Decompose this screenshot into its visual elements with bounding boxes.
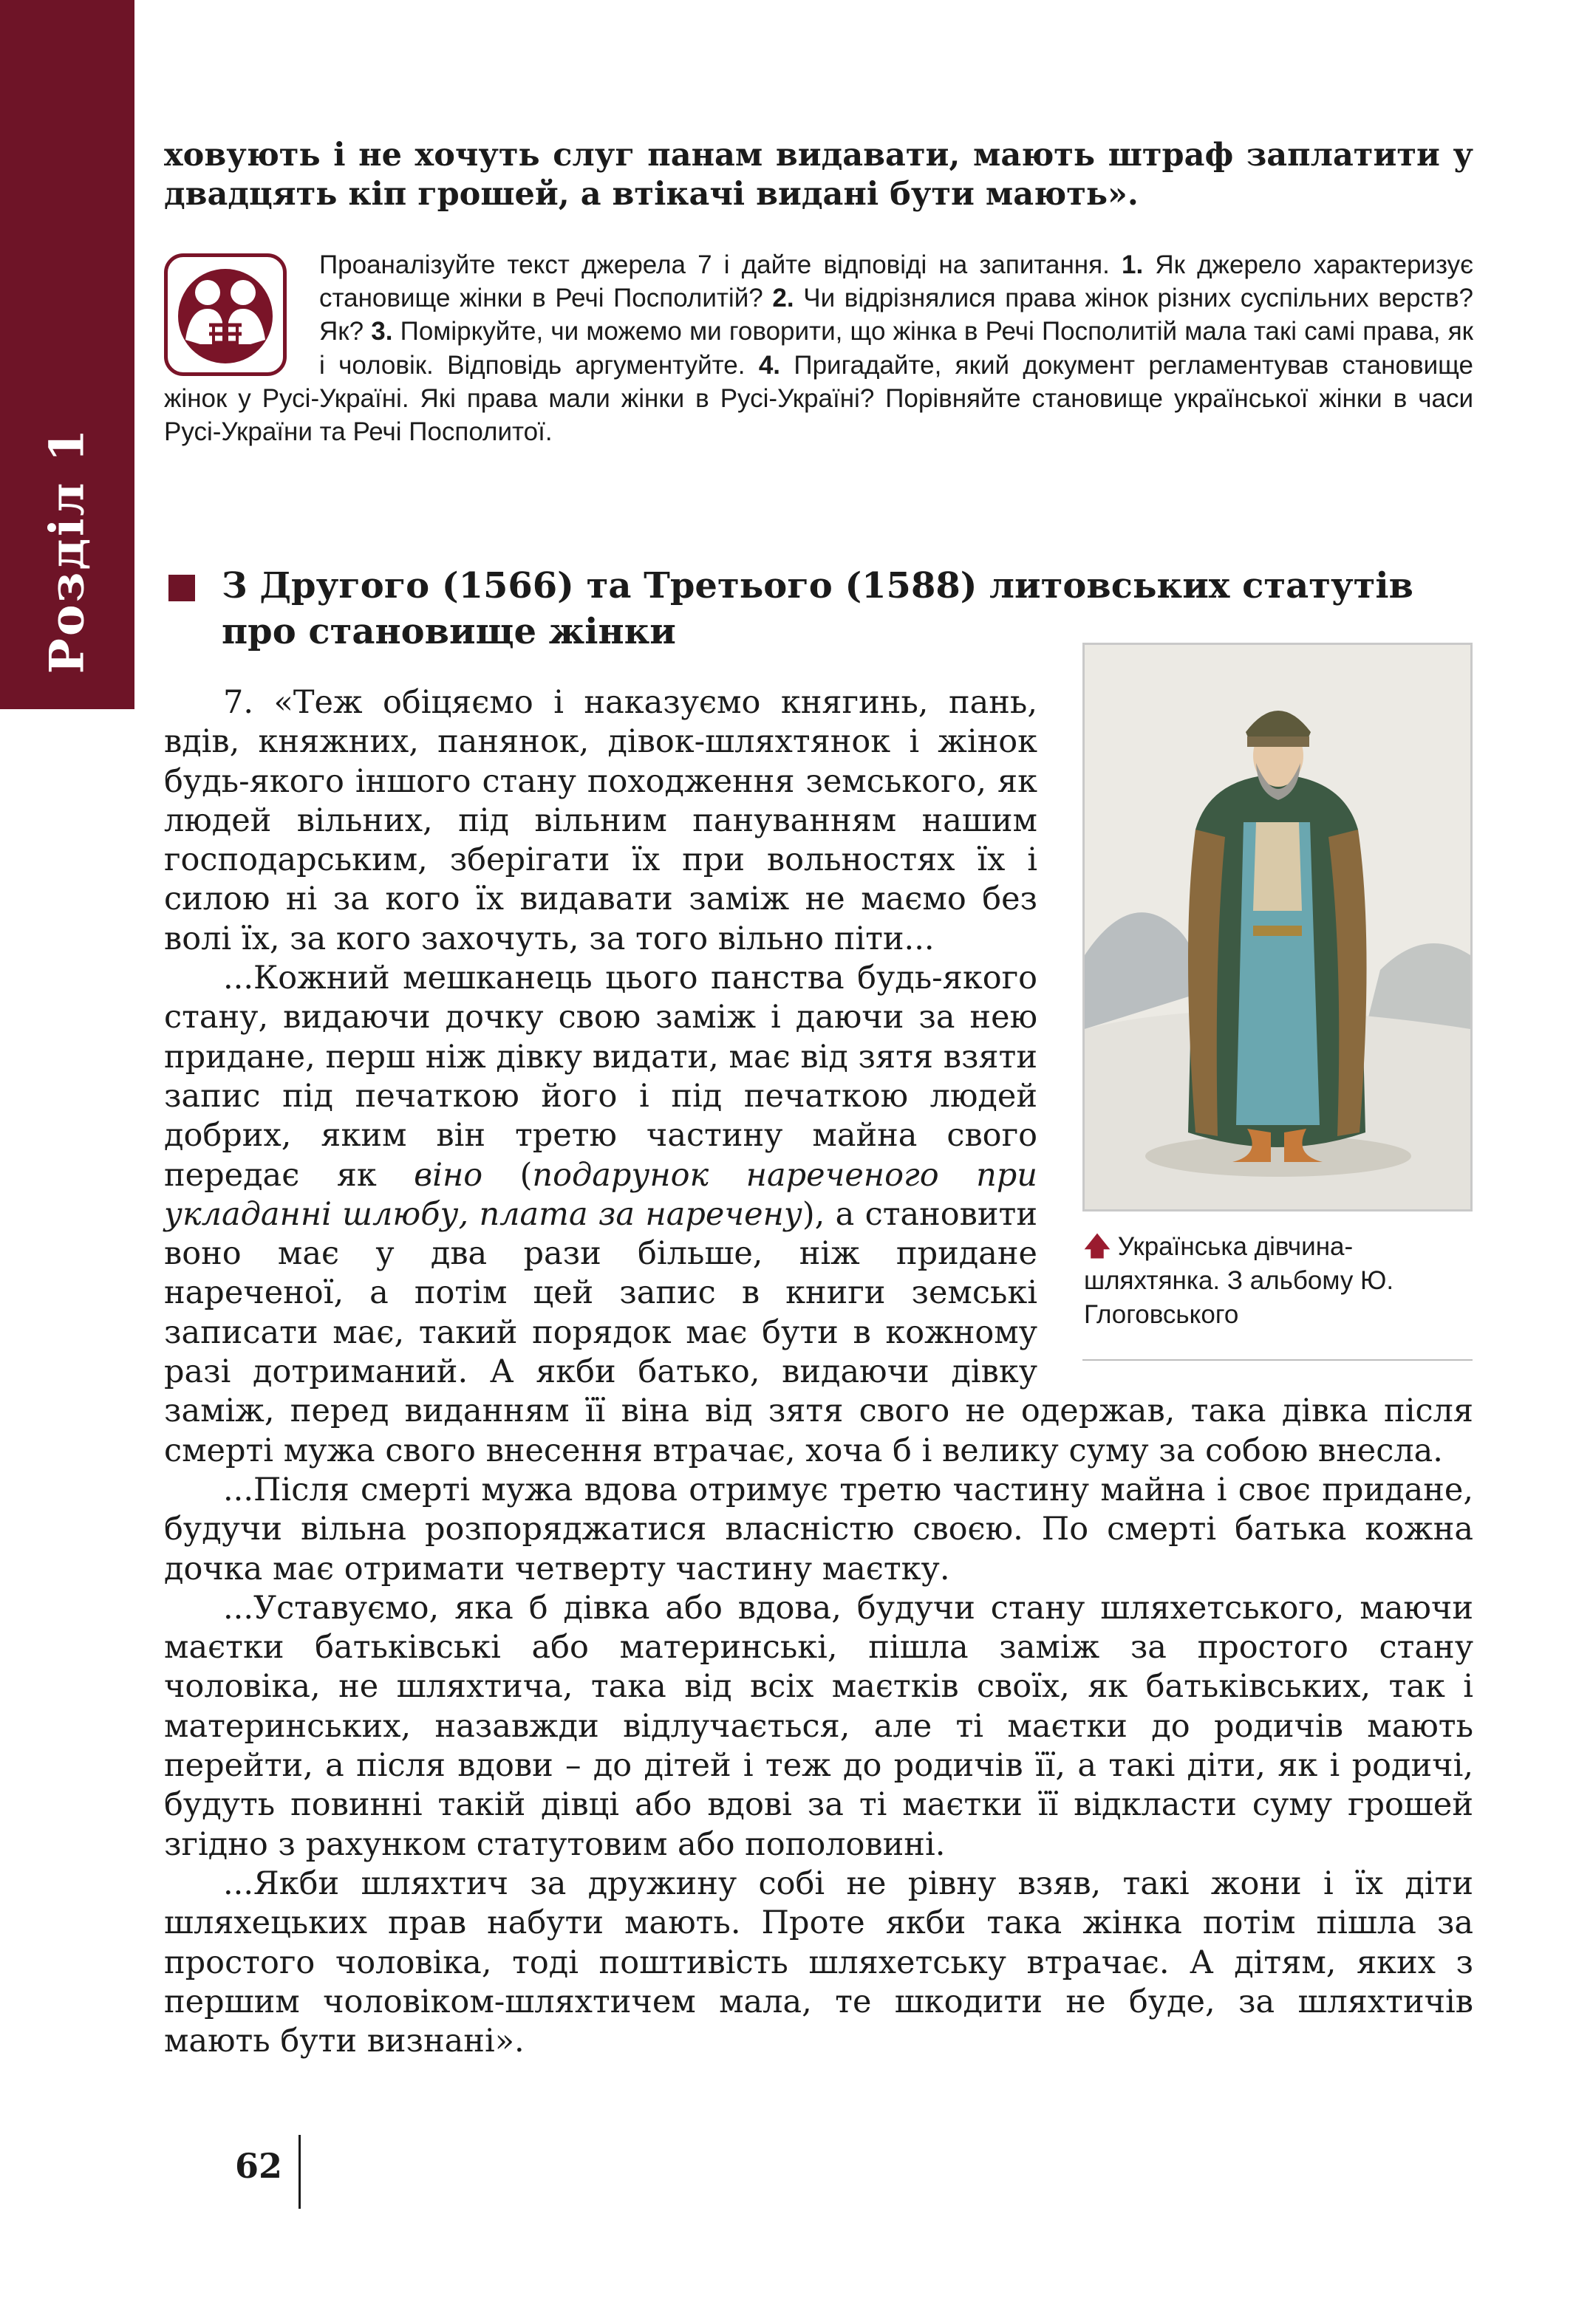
page-number: 62	[235, 2146, 283, 2186]
question-1: Як джерело характеризує становище жінки в Речі Посполитій?	[319, 250, 1473, 313]
question-3: Поміркуйте, чи можемо ми говорити, що жінка в Речі Посполитій мала такі самі права, як і чоловік. Відповідь аргументуйте.	[319, 317, 1473, 380]
source-paragraph: 7. «Теж обіцяємо і наказуємо княгинь, пань, вдів, княжних, панянок, дівок-шляхтянок і жінок будь-якого іншого стану походження земського, як людей вільних, під вільним пануванням нашим господарським, зберігати їх при вольностях їх і силою ні за кого їх видавати заміж не маємо без волі їх, за кого захочуть, за того вільно піти...	[164, 684, 1037, 957]
question-4-number: 4.	[758, 350, 781, 380]
term-definition: подарунок нареченого при укладанні шлюбу, плата за наречену	[164, 1156, 1037, 1233]
task-intro: Проаналізуйте текст джерела 7 і дайте відповіді на запитання.	[319, 250, 1110, 279]
task-questions	[164, 248, 1473, 448]
term-vino: віно	[414, 1156, 483, 1194]
question-3-number: 3.	[371, 317, 393, 346]
source-paragraph: ...Після смерті мужа вдова отримує третю частину майна і своє придане, будучи вільна розпоряджатися власністю своєю. По смерті батька кожна дочка має отримати четверту частину маєтку.	[164, 1471, 1473, 1588]
page-number-divider	[299, 2135, 301, 2209]
arrow-up-icon: 🡅	[1084, 1232, 1111, 1261]
caption-text: Українська дівчина-шляхтянка. З альбому Ю. Глоговського	[1084, 1232, 1394, 1329]
section-heading: З Другого (1566) та Третього (1588) литовських статутів про становище жінки	[222, 565, 1413, 652]
question-2: Чи відрізнялися права жінок різних суспільних верств? Як?	[319, 284, 1473, 346]
chapter-side-tab	[0, 0, 134, 709]
source-7-text	[164, 683, 1473, 2061]
question-4: Пригадайте, який документ регламентував становище жінок у Русі-Україні. Які права мали жінки в Русі-Україні? Порівняйте становище української жінки в часи Русі-України та Речі Посполитої.	[164, 350, 1473, 447]
question-2-number: 2.	[772, 284, 794, 313]
source-paragraph: ...Якби шляхтич за дружину собі не рівну взяв, такі жони і їх діти шляхецьких прав набути мають. Проте якби така жінка потім пішла за простого чоловіка, тоді поштивість шляхетську втрачає. А дітям, яких з першим чоловіком-шляхтичем мала, те шкодити не буде, за шляхтичів мають бути визнані».	[164, 1865, 1473, 2060]
source-paragraph: ...Уставуємо, яка б дівка або вдова, будучи стану шляхетського, маючи маєтки батьківські або материнські, пішла заміж за простого стану чоловіка, не шляхтича, така від всіх маєтків своїх, як батьківських, так і материнських, назавжди відлучається, але ті маєтки до родичів мають перейти, а після вдови – до дітей і теж до родичів її, а такі діти, як і родичі, будуть повинні такій дівці або вдові за ті маєтки її відкласти суму грошей згідно з рахунком статутовим або пополовині.	[164, 1589, 1473, 1863]
source-paragraph: ...Кожний мешканець цього панства будь-якого стану, видаючи дочку свою заміж і даючи за нею придане, перш ніж дівку видати, має від зятя взяти запис під печаткою його і під печаткою людей добрих, яким він третю частину майна свого передає як віно (подарунок нареченого при укладанні шлюбу, плата за наречену), а становити воно має у два рази більше, ніж придане нареченої, а потім цей запис в книги земські записати має, такий порядок має бути в кожному разі дотриманий. А якби батько, видаючи дівку заміж, перед виданням її віна від зятя свого не одержав, така дівка після смерті мужа свого внесення втрачає, хоча б і велику суму за собою внесла.	[164, 960, 1473, 1469]
heading-marker	[168, 575, 195, 601]
question-1-number: 1.	[1121, 250, 1144, 279]
source-text-continuation: ховують і не хочуть слуг панам видавати, мають штраф заплатити у двадцять кіп грошей, а втікачі видані бути мають».	[164, 137, 1473, 213]
chapter-label: Розділ 1	[39, 426, 95, 674]
